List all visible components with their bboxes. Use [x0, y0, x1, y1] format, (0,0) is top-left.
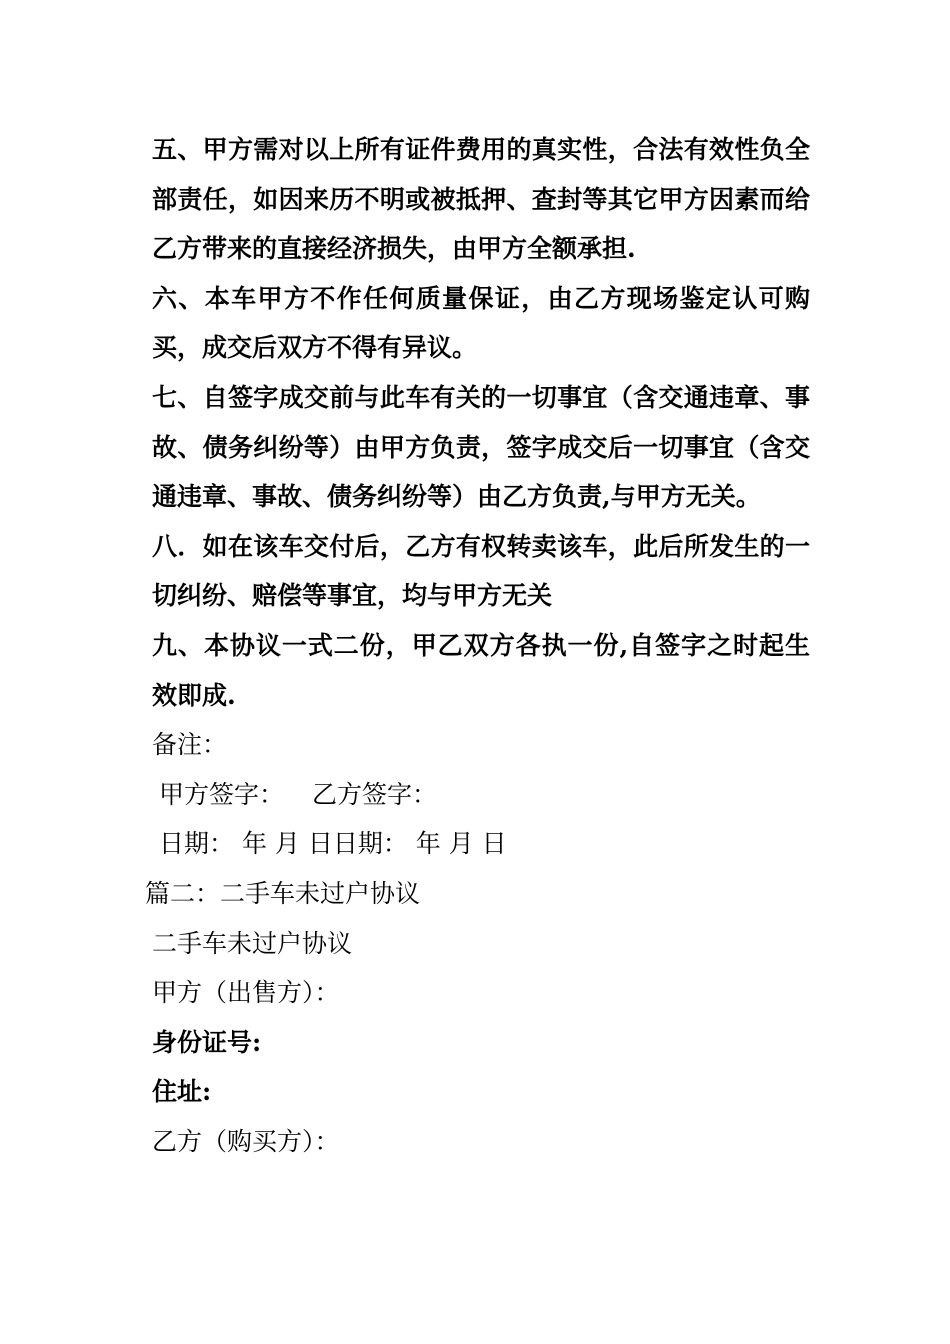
document-body [145, 125, 810, 1166]
date-line [145, 819, 810, 869]
section2-party-a: 甲方（出售方）： [152, 978, 340, 1008]
clause-5: 五、甲方需对以上所有证件费用的真实性，合法有效性负全部责任，如因来历不明或被抵押、查封等其它甲方因素而给乙方带来的直接经济损失，由甲方全额承担. [152, 135, 810, 264]
section2-party-b: 乙方（购买方）： [152, 1126, 340, 1156]
section2-address: 住址: [152, 1077, 212, 1107]
party-a-date: 日期： 年 月 日 [159, 829, 333, 859]
party-b-date: 日期： 年 月 日 [332, 829, 507, 859]
section2-heading: 篇二：二手车未过户协议 [145, 878, 421, 908]
clause-6: 六、本车甲方不作任何质量保证，由乙方现场鉴定认可购买，成交后双方不得有异议。 [152, 283, 810, 363]
section2-title: 二手车未过户协议 [152, 928, 353, 958]
clause-7: 七、自签字成交前与此车有关的一切事宜（含交通违章、事故、债务纠纷等）由甲方负责，签字成交后一切事宜（含交通违章、事故、债务纠纷等）由乙方负责,与甲方无关。 [152, 382, 810, 512]
party-a-signature-label: 甲方签字： [159, 779, 285, 809]
signature-line [145, 770, 810, 820]
party-b-signature-label: 乙方签字： [312, 779, 438, 809]
clause-8: 八．如在该车交付后，乙方有权转卖该车，此后所发生的一切纠纷、赔偿等事宜，均与甲方无关 [152, 531, 810, 611]
clause-9: 九、本协议一式二份，甲乙双方各执一份,自签字之时起生效即成. [152, 630, 810, 710]
remarks-label: 备注： [152, 730, 228, 760]
section2-id-number: 身份证号: [152, 1027, 262, 1057]
